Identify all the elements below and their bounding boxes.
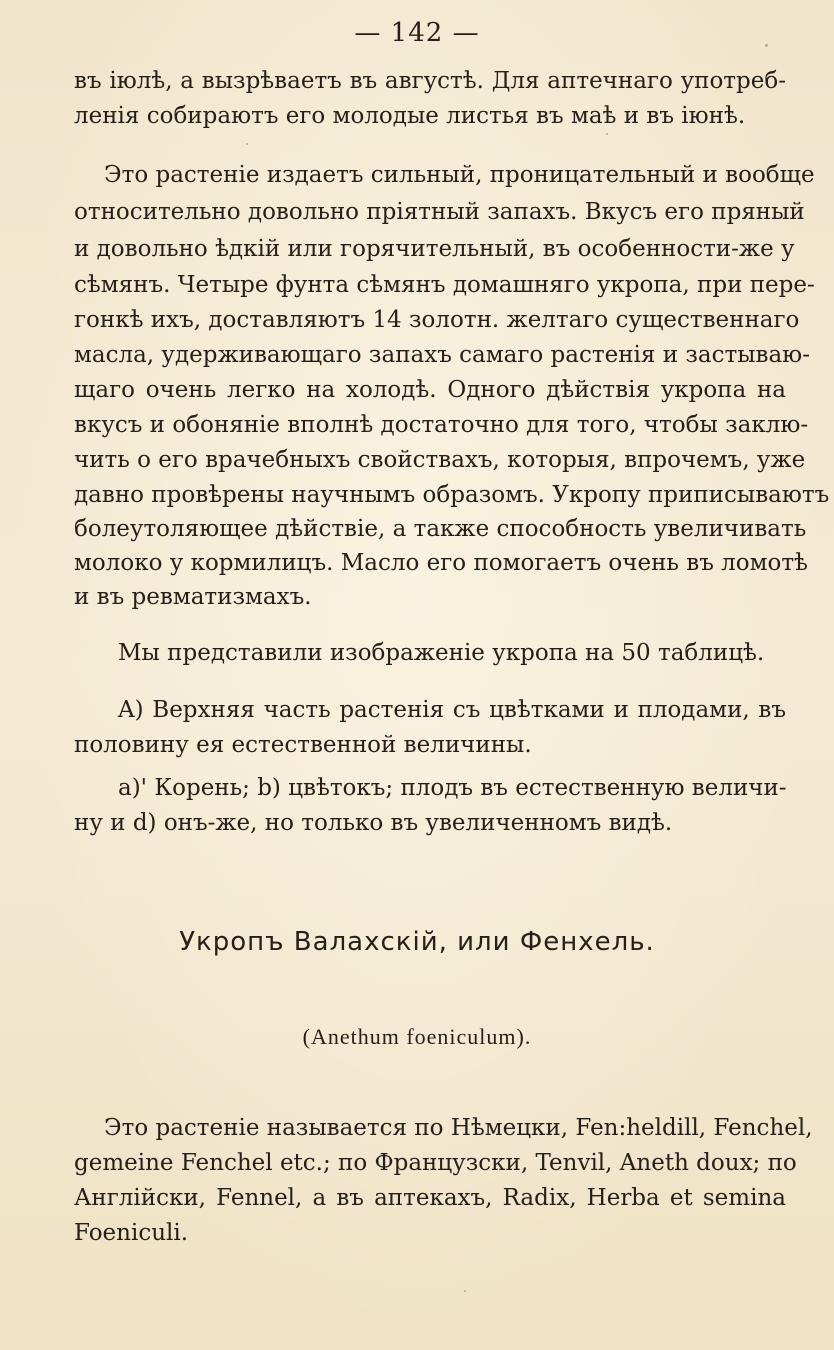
text-line: Foeniculi. xyxy=(74,1220,189,1246)
text-line: относительно довольно пріятный запахъ. Вкусъ его пряный xyxy=(74,199,805,225)
text-line: сѣмянъ. Четыре фунта сѣмянъ домашняго укропа, при пере- xyxy=(74,272,815,298)
text-line: вкусъ и обоняніе вполнѣ достаточно для того, чтобы заклю- xyxy=(74,412,809,438)
text-line: масла, удерживающаго запахъ самаго растенія и застываю- xyxy=(74,342,810,368)
text-line: чить о его врачебныхъ свойствахъ, которыя, впрочемъ, уже xyxy=(74,447,806,473)
page-number: — 142 — xyxy=(354,18,480,48)
paper-speck xyxy=(464,1290,466,1292)
paper-speck xyxy=(246,143,248,145)
text-line: a)' Корень; b) цвѣтокъ; плодъ въ естественную величи- xyxy=(118,775,787,801)
text-line: A) Верхняя часть растенія съ цвѣтками и плодами, въ xyxy=(118,697,786,723)
text-line: Англійски, Fennel, а въ аптекахъ, Radix, Herba et semina xyxy=(74,1185,786,1211)
latin-name: (Anethum foeniculum). xyxy=(302,1024,532,1049)
text-line: болеутоляющее дѣйствіе, а также способность увеличивать xyxy=(74,516,807,542)
text-line: половину ея естественной величины. xyxy=(74,732,532,758)
text-line: ленія собираютъ его молодые листья въ маѣ и въ іюнѣ. xyxy=(74,103,746,129)
text-line: gemeine Fenchel etc.; по Французски, Tenvil, Aneth doux; по xyxy=(74,1150,797,1176)
text-line: давно провѣрены научнымъ образомъ. Укропу приписываютъ xyxy=(74,482,830,508)
paper-speck xyxy=(606,133,608,135)
text-line: въ іюлѣ, а вызрѣваетъ въ августѣ. Для аптечнаго употреб- xyxy=(74,68,786,94)
text-line: и въ ревматизмахъ. xyxy=(74,584,312,610)
text-line: и довольно ѣдкій или горячительный, въ особенности-же у xyxy=(74,236,795,262)
text-line: Это растеніе издаетъ сильный, проницательный и вообще xyxy=(104,162,815,188)
section-heading: Укропъ Валахскій, или Фенхель. xyxy=(179,927,655,957)
text-line: Это растеніе называется по Нѣмецки, Fen:heldill, Fenchel, xyxy=(104,1115,813,1141)
paper-speck xyxy=(765,44,768,47)
text-line: щаго очень легко на холодѣ. Одного дѣйствія укропа на xyxy=(74,377,786,403)
text-line: молоко у кормилицъ. Масло его помогаетъ очень въ ломотѣ xyxy=(74,550,808,576)
text-line: ну и d) онъ-же, но только въ увеличенномъ видѣ. xyxy=(74,810,673,836)
text-line: гонкѣ ихъ, доставляютъ 14 золотн. желтаго существеннаго xyxy=(74,307,800,333)
text-line: Мы представили изображеніе укропа на 50 таблицѣ. xyxy=(118,640,765,666)
